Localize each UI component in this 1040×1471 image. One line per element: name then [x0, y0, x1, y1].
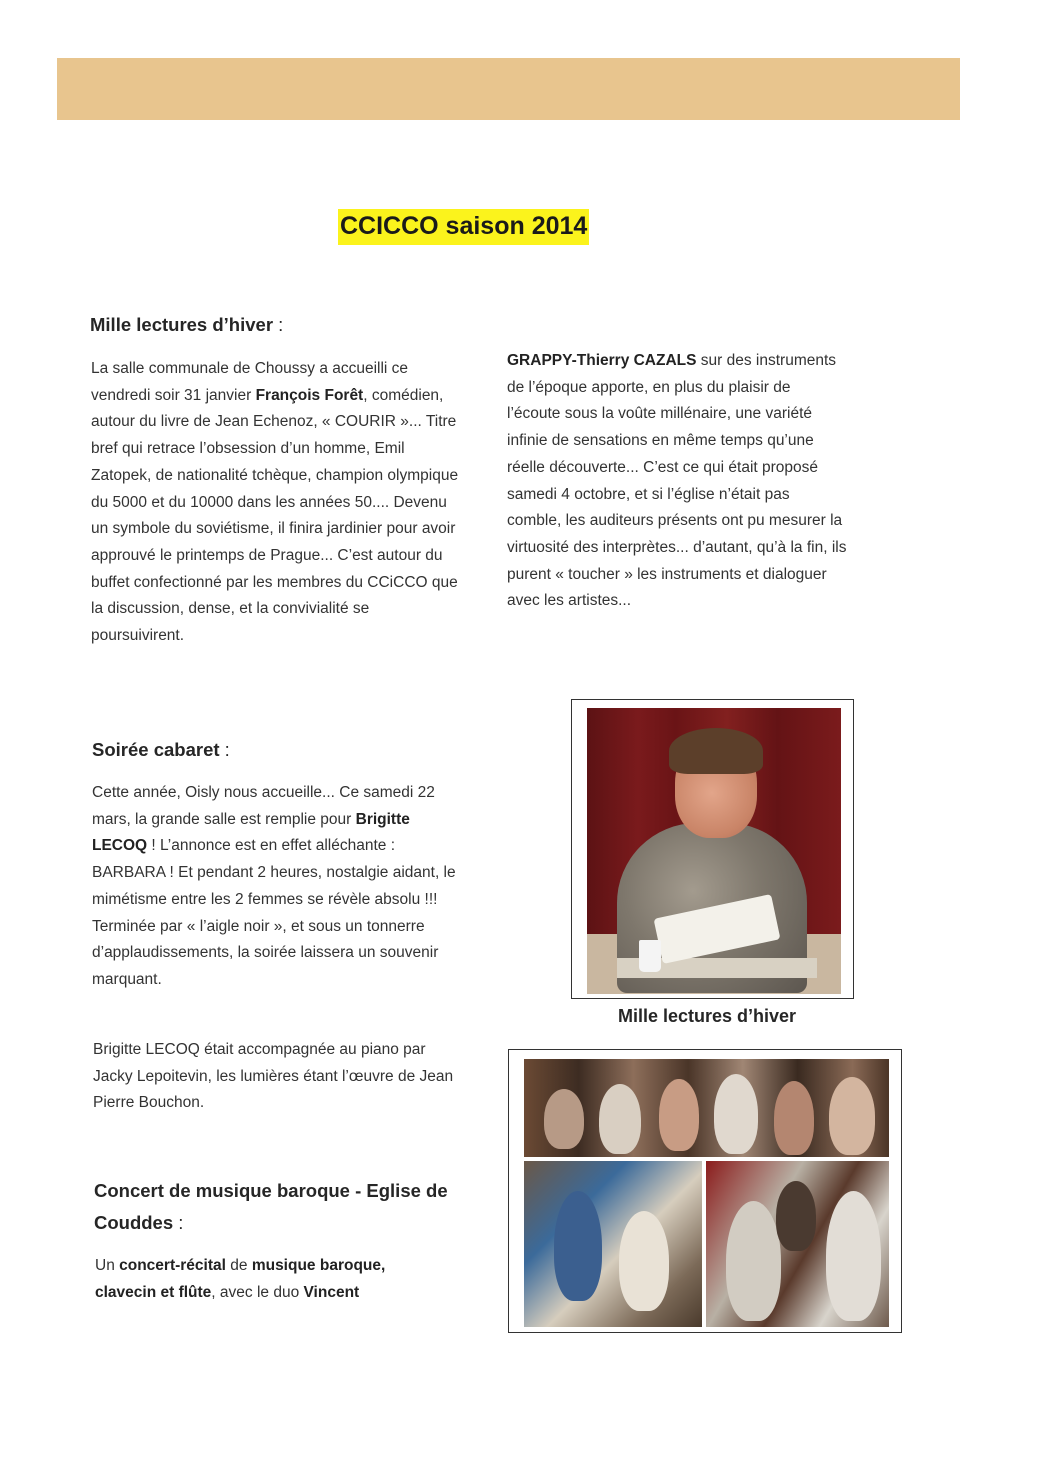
paragraph-soiree-cabaret-credits: Brigitte LECOQ était accompagnée au piano par Jacky Lepoitevin, les lumières étant l’œuvre de Jean Pierre Bouchon.	[93, 1041, 454, 1112]
paragraph-concert-baroque-start: Un concert-récital de musique baroque, clavecin et flûte, avec le duo Vincent	[95, 1257, 386, 1301]
paragraph-mille-lectures: La salle communale de Choussy a accueilli ce vendredi soir 31 janvier François Forêt, comédien, autour du livre de Jean Echenoz, « COURIR »... Titre bref qui retrace l’obsession d’un homme, Emil Zatopek, de nationalité tchèque, champion olympique du 5000 et du 10000 dans les années 50.... Devenu un symbole du soviétisme, il finira jardinier pour avoir approuvé le printemps de Prague... C’est autour du buffet confectionné par les membres du CCiCCO que la discussion, dense, et la convivialité se poursuivirent.	[91, 360, 459, 645]
paragraph-soiree-cabaret: Cette année, Oisly nous accueille... Ce samedi 22 mars, la grande salle est remplie pour Brigitte LECOQ ! L’annonce est en effet alléchante : BARBARA ! Et pendant 2 heures, nostalgie aidant, le mimétisme entre les 2 femmes se révèle absolu !!! Terminée par « l’aigle noir », et sous un tonnerre d’applaudissements, la soirée laissera un souvenir marquant.	[92, 784, 456, 988]
section-title-concert-baroque: Concert de musique baroque - Eglise de Couddes :	[94, 1180, 448, 1233]
photo-frame-reader	[571, 699, 854, 999]
photo-caption-mille-lectures: Mille lectures d’hiver	[618, 1006, 797, 1026]
page-title: CCICCO saison 2014	[338, 209, 589, 245]
photo-concert-audience	[524, 1059, 889, 1327]
photo-reader	[587, 708, 841, 994]
paragraph-concert-baroque-continued: GRAPPY-Thierry CAZALS sur des instruments de l’époque apporte, en plus du plaisir de l’écoute sous la voûte millénaire, une variété infinie de sensations en même temps qu’une réelle découverte... C’est ce qui était proposé samedi 4 octobre, et si l’église n’était pas comble, les auditeurs présents ont pu mesurer la virtuosité des interprètes... d’autant, qu’à la fin, ils purent « toucher » les instruments et dialoguer avec les artistes...	[507, 352, 847, 610]
section-title-soiree-cabaret: Soirée cabaret :	[92, 739, 230, 760]
header-band	[57, 58, 960, 120]
photo-frame-concert-audience	[508, 1049, 902, 1333]
section-title-mille-lectures: Mille lectures d’hiver :	[90, 314, 284, 335]
